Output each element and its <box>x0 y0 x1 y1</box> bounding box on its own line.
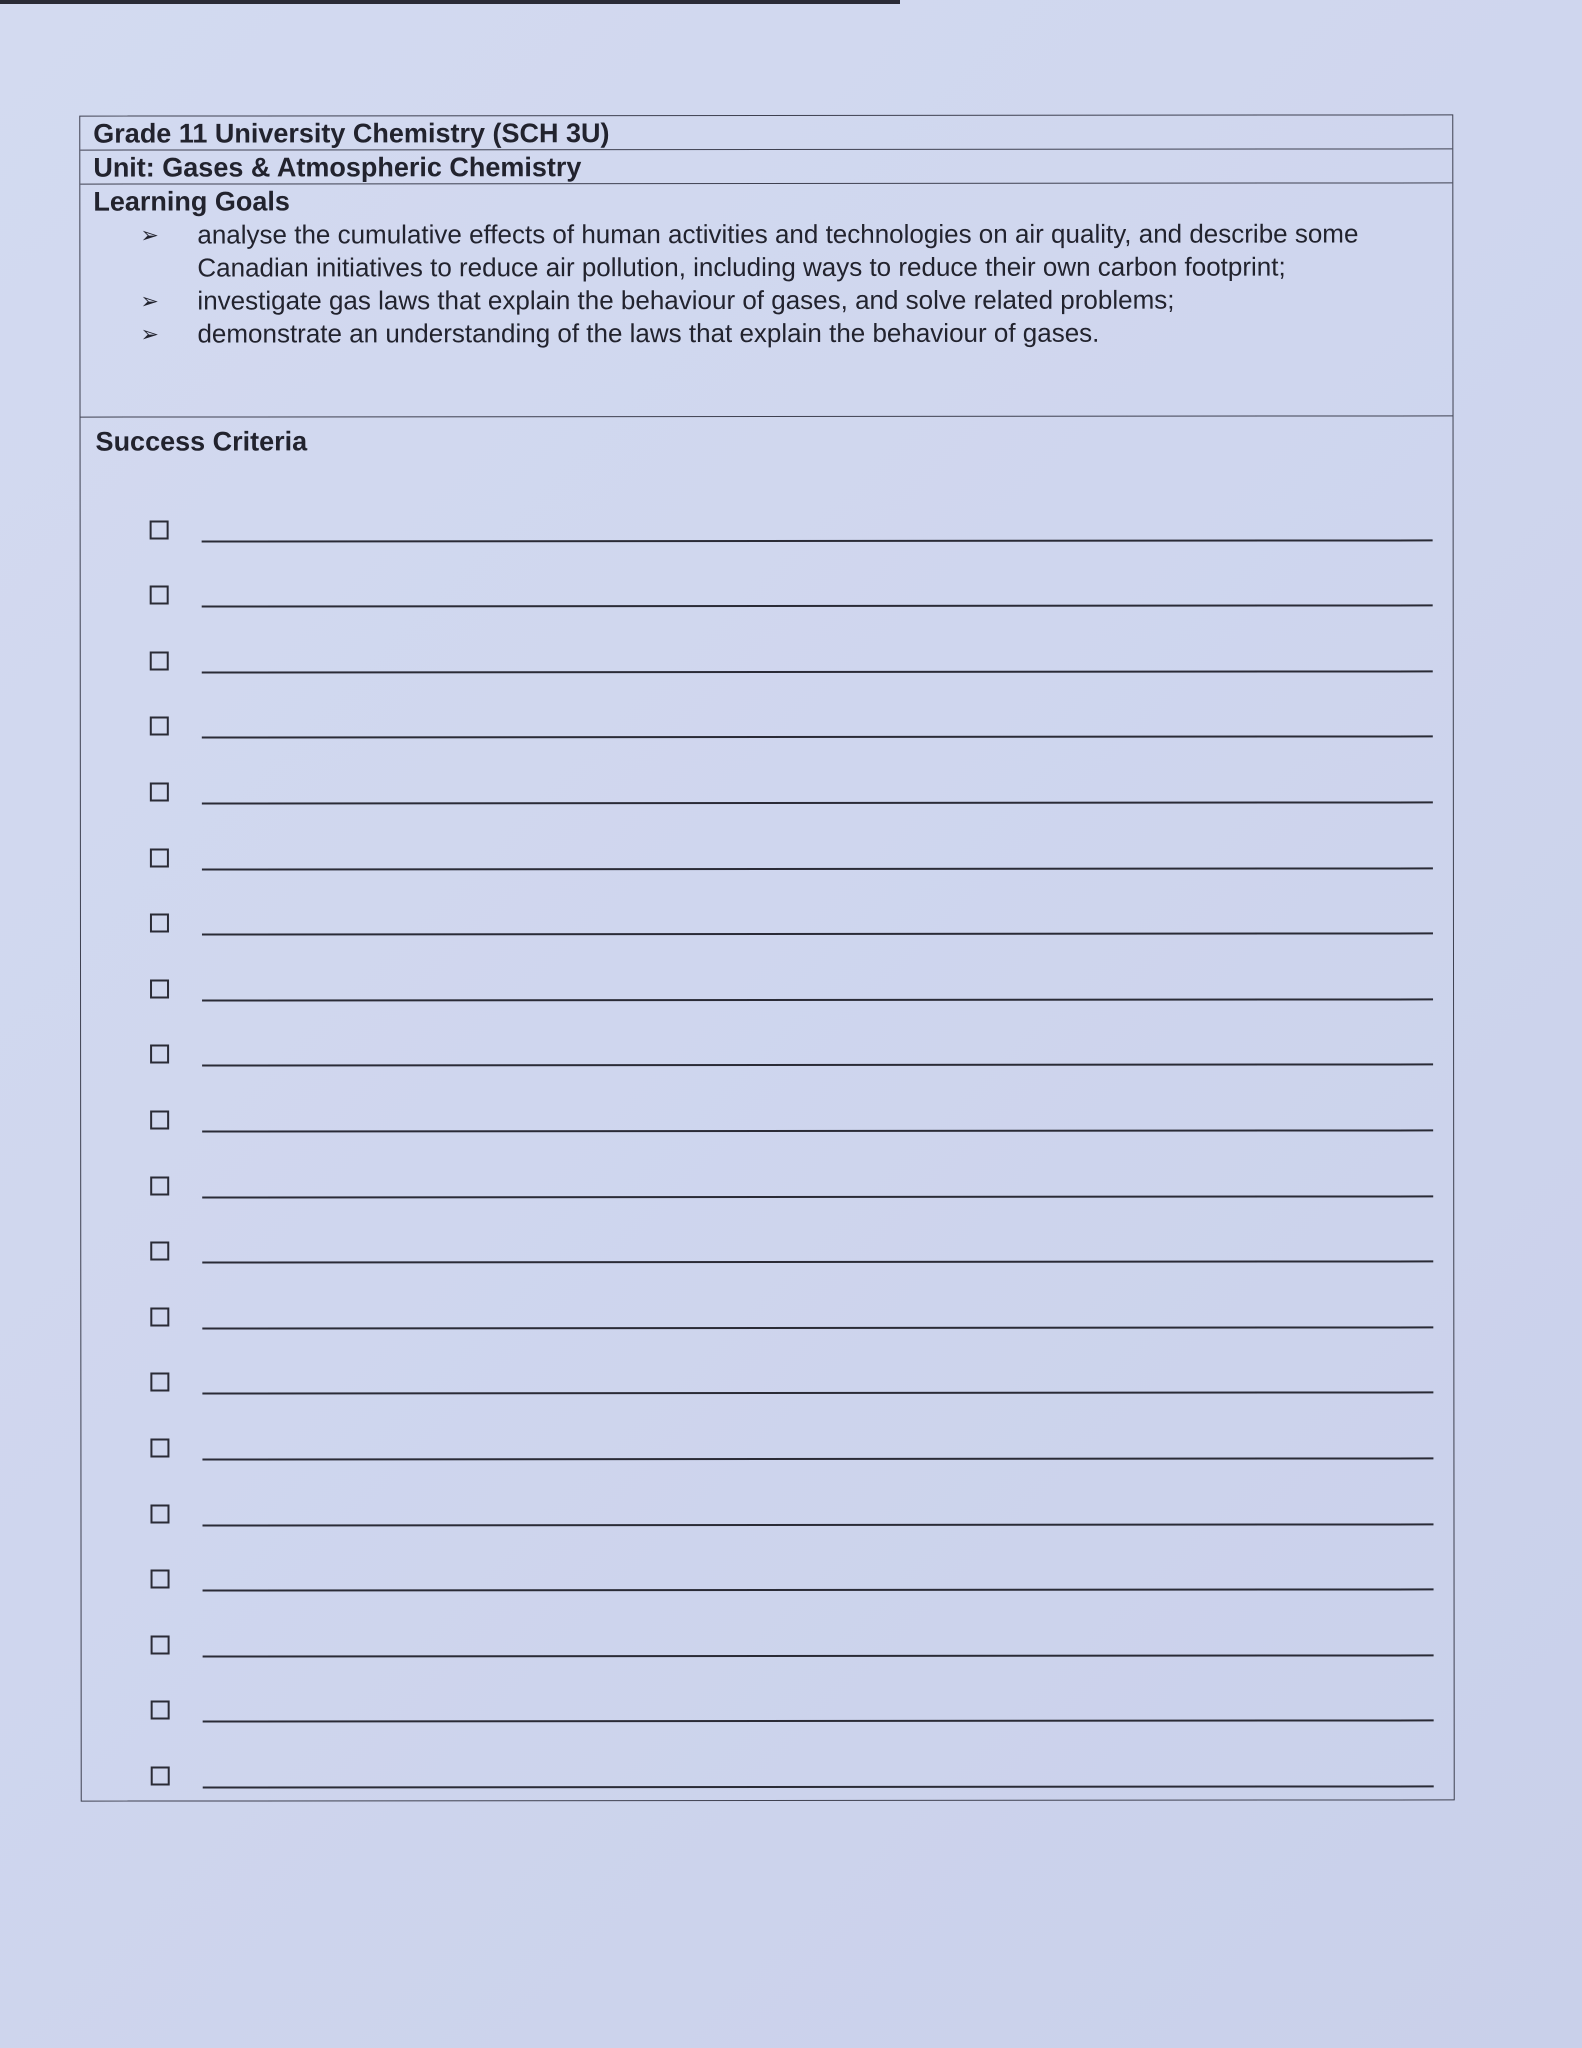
blank-answer-line[interactable] <box>202 1457 1433 1460</box>
blank-answer-line[interactable] <box>202 1129 1433 1132</box>
blank-answer-line[interactable] <box>202 736 1433 739</box>
learning-goal-item <box>93 316 1438 350</box>
checkbox-icon[interactable] <box>150 1438 169 1457</box>
blank-answer-line[interactable] <box>202 867 1433 870</box>
blank-answer-line[interactable] <box>202 1261 1433 1264</box>
success-criteria-row <box>96 1199 1439 1266</box>
checkbox-icon[interactable] <box>150 1242 169 1261</box>
blank-answer-line[interactable] <box>202 1523 1433 1526</box>
success-criteria-row <box>96 1133 1439 1200</box>
arrow-bullet-icon: ➢ <box>140 288 159 314</box>
course-title: Grade 11 University Chemistry (SCH 3U) <box>80 115 1452 150</box>
blank-answer-line[interactable] <box>202 605 1433 608</box>
blank-answer-line[interactable] <box>203 1654 1434 1657</box>
blank-answer-line[interactable] <box>203 1589 1434 1592</box>
learning-goal-item <box>93 217 1438 284</box>
blank-answer-line[interactable] <box>202 801 1433 804</box>
success-criteria-section <box>81 416 1454 1790</box>
checkbox-icon[interactable] <box>151 1570 170 1589</box>
success-criteria-row <box>96 543 1439 610</box>
learning-goal-item <box>93 283 1438 317</box>
success-criteria-row <box>96 1002 1439 1069</box>
success-criteria-row <box>96 871 1439 938</box>
checkbox-icon[interactable] <box>150 848 169 867</box>
checkbox-icon[interactable] <box>150 1504 169 1523</box>
learning-goal-text: analyse the cumulative effects of human activities and technologies on air quality, and describe some Canadian initiatives to reduce air pollution, including ways to reduce their own carbon footprint; <box>197 218 1359 283</box>
learning-goals-list <box>93 217 1438 350</box>
blank-answer-line[interactable] <box>202 1064 1433 1067</box>
unit-title: Unit: Gases & Atmospheric Chemistry <box>80 149 1452 184</box>
success-criteria-row <box>96 1527 1439 1594</box>
success-criteria-row <box>97 1724 1440 1791</box>
success-criteria-row <box>96 1461 1439 1528</box>
learning-goal-text: investigate gas laws that explain the behaviour of gases, and solve related problems; <box>197 284 1175 316</box>
success-criteria-row <box>96 609 1439 676</box>
success-criteria-row <box>96 1068 1439 1135</box>
success-criteria-row <box>96 1265 1439 1332</box>
blank-answer-line[interactable] <box>203 1785 1434 1788</box>
checkbox-icon[interactable] <box>150 586 169 605</box>
success-criteria-row <box>96 1330 1439 1397</box>
success-criteria-row <box>96 1396 1439 1463</box>
checkbox-icon[interactable] <box>150 651 169 670</box>
blank-answer-line[interactable] <box>202 1392 1433 1395</box>
worksheet-frame <box>79 114 1454 1801</box>
checkbox-icon[interactable] <box>150 717 169 736</box>
success-criteria-row <box>97 1593 1440 1660</box>
learning-goal-text: demonstrate an understanding of the laws that explain the behaviour of gases. <box>197 317 1100 349</box>
checkbox-icon[interactable] <box>150 1045 169 1064</box>
checkbox-icon[interactable] <box>150 1176 169 1195</box>
success-criteria-row <box>96 477 1439 544</box>
checkbox-icon[interactable] <box>150 782 169 801</box>
checkbox-icon[interactable] <box>151 1766 170 1785</box>
learning-goals-heading: Learning Goals <box>93 186 290 217</box>
learning-goals-section <box>80 183 1452 417</box>
photo-top-edge <box>0 0 900 4</box>
checkbox-icon[interactable] <box>150 520 169 539</box>
success-criteria-heading: Success Criteria <box>95 426 308 457</box>
checkbox-icon[interactable] <box>150 1110 169 1129</box>
blank-answer-line[interactable] <box>202 539 1433 542</box>
blank-answer-line[interactable] <box>203 1720 1434 1723</box>
blank-answer-line[interactable] <box>202 933 1433 936</box>
success-criteria-row <box>96 937 1439 1004</box>
success-criteria-list <box>96 477 1440 1790</box>
checkbox-icon[interactable] <box>150 914 169 933</box>
blank-answer-line[interactable] <box>202 670 1433 673</box>
success-criteria-row <box>96 674 1439 741</box>
arrow-bullet-icon: ➢ <box>140 321 159 347</box>
checkbox-icon[interactable] <box>150 1307 169 1326</box>
checkbox-icon[interactable] <box>151 1701 170 1720</box>
success-criteria-row <box>96 805 1439 872</box>
checkbox-icon[interactable] <box>150 979 169 998</box>
arrow-bullet-icon: ➢ <box>140 222 159 248</box>
checkbox-icon[interactable] <box>151 1635 170 1654</box>
success-criteria-row <box>97 1658 1440 1725</box>
blank-answer-line[interactable] <box>202 998 1433 1001</box>
blank-answer-line[interactable] <box>202 1326 1433 1329</box>
success-criteria-row <box>96 740 1439 807</box>
blank-answer-line[interactable] <box>202 1195 1433 1198</box>
checkbox-icon[interactable] <box>150 1373 169 1392</box>
